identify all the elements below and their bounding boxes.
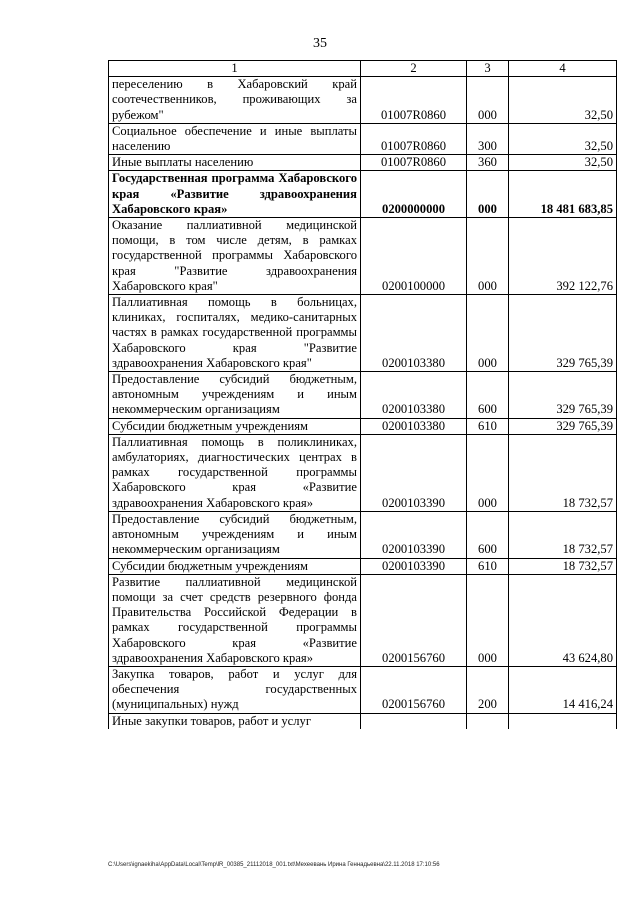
row-type: 600 bbox=[467, 511, 509, 558]
table-row bbox=[109, 434, 617, 511]
row-amount: 14 416,24 bbox=[509, 666, 617, 713]
row-code bbox=[361, 713, 467, 729]
row-code: 0200103390 bbox=[361, 558, 467, 574]
header-col-4: 4 bbox=[509, 61, 617, 77]
row-amount: 392 122,76 bbox=[509, 218, 617, 295]
row-amount: 329 765,39 bbox=[509, 372, 617, 419]
row-name: Государственная программа Хабаровского края «Развитие здравоохранения Хабаровского края» bbox=[109, 171, 361, 218]
table-row bbox=[109, 558, 617, 574]
row-amount: 43 624,80 bbox=[509, 574, 617, 666]
row-code: 0200156760 bbox=[361, 574, 467, 666]
page-number: 35 bbox=[313, 36, 327, 51]
header-col-2: 2 bbox=[361, 61, 467, 77]
row-code: 01007R0860 bbox=[361, 77, 467, 124]
table-row bbox=[109, 295, 617, 372]
row-code: 0200100000 bbox=[361, 218, 467, 295]
budget-table bbox=[108, 60, 617, 729]
row-amount: 329 765,39 bbox=[509, 418, 617, 434]
row-code: 0200103390 bbox=[361, 434, 467, 511]
row-type: 300 bbox=[467, 123, 509, 154]
row-amount: 18 732,57 bbox=[509, 511, 617, 558]
table-row bbox=[109, 77, 617, 124]
row-type: 610 bbox=[467, 418, 509, 434]
row-type: 000 bbox=[467, 218, 509, 295]
table-row bbox=[109, 511, 617, 558]
table-row bbox=[109, 713, 617, 729]
footer-file-path: C:\Users\ignaekiha\AppData\Local\Temp\lR_00385_21112018_001.txt\Мехеевань Ирина Геннадьевна\22.11.2018 17:10:56 bbox=[108, 862, 440, 868]
row-code: 0200000000 bbox=[361, 171, 467, 218]
table-header-row bbox=[109, 61, 617, 77]
row-name: Иные закупки товаров, работ и услуг bbox=[109, 713, 361, 729]
row-name: Социальное обеспечение и иные выплаты населению bbox=[109, 123, 361, 154]
row-code: 01007R0860 bbox=[361, 123, 467, 154]
row-type: 600 bbox=[467, 372, 509, 419]
table-row bbox=[109, 155, 617, 171]
row-amount bbox=[509, 713, 617, 729]
row-code: 0200103380 bbox=[361, 418, 467, 434]
row-code: 0200103390 bbox=[361, 511, 467, 558]
row-code: 0200103380 bbox=[361, 295, 467, 372]
row-code: 01007R0860 bbox=[361, 155, 467, 171]
row-name: Закупка товаров, работ и услуг для обеспечения государственных (муниципальных) нужд bbox=[109, 666, 361, 713]
row-amount: 18 732,57 bbox=[509, 434, 617, 511]
row-type: 000 bbox=[467, 171, 509, 218]
table-row bbox=[109, 123, 617, 154]
table-row bbox=[109, 372, 617, 419]
row-amount: 329 765,39 bbox=[509, 295, 617, 372]
row-amount: 32,50 bbox=[509, 123, 617, 154]
table-row bbox=[109, 574, 617, 666]
row-amount: 18 481 683,85 bbox=[509, 171, 617, 218]
row-name: Развитие паллиативной медицинской помощи за счет средств резервного фонда Правительства Российской Федерации в рамках государственной программы Хабаровского края «Развитие здравоохранения Хабаровского края» bbox=[109, 574, 361, 666]
row-name: Субсидии бюджетным учреждениям bbox=[109, 418, 361, 434]
row-name: Субсидии бюджетным учреждениям bbox=[109, 558, 361, 574]
row-code: 0200156760 bbox=[361, 666, 467, 713]
row-code: 0200103380 bbox=[361, 372, 467, 419]
row-amount: 32,50 bbox=[509, 155, 617, 171]
row-type: 200 bbox=[467, 666, 509, 713]
row-type: 000 bbox=[467, 434, 509, 511]
row-name: Предоставление субсидий бюджетным, автономным учреждениям и иным некоммерческим организациям bbox=[109, 372, 361, 419]
row-amount: 32,50 bbox=[509, 77, 617, 124]
header-col-1: 1 bbox=[109, 61, 361, 77]
table-row bbox=[109, 666, 617, 713]
row-type: 000 bbox=[467, 77, 509, 124]
table-row bbox=[109, 218, 617, 295]
row-type: 610 bbox=[467, 558, 509, 574]
row-name: Паллиативная помощь в больницах, клиниках, госпиталях, медико-санитарных частях в рамках государственной программы Хабаровского края "Развитие здравоохранения Хабаровского края" bbox=[109, 295, 361, 372]
row-amount: 18 732,57 bbox=[509, 558, 617, 574]
row-name: Паллиативная помощь в поликлиниках, амбулаториях, диагностических центрах в рамках государственной программы Хабаровского края «Развитие здравоохранения Хабаровского края» bbox=[109, 434, 361, 511]
row-name: Оказание паллиативной медицинской помощи, в том числе детям, в рамках государственной программы Хабаровского края "Развитие здравоохранения Хабаровского края" bbox=[109, 218, 361, 295]
table-row bbox=[109, 171, 617, 218]
row-type: 000 bbox=[467, 574, 509, 666]
row-name: переселению в Хабаровский край соотечественников, проживающих за рубежом" bbox=[109, 77, 361, 124]
row-name: Предоставление субсидий бюджетным, автономным учреждениям и иным некоммерческим организациям bbox=[109, 511, 361, 558]
header-col-3: 3 bbox=[467, 61, 509, 77]
row-type: 000 bbox=[467, 295, 509, 372]
table-row bbox=[109, 418, 617, 434]
row-type: 360 bbox=[467, 155, 509, 171]
row-type bbox=[467, 713, 509, 729]
row-name: Иные выплаты населению bbox=[109, 155, 361, 171]
